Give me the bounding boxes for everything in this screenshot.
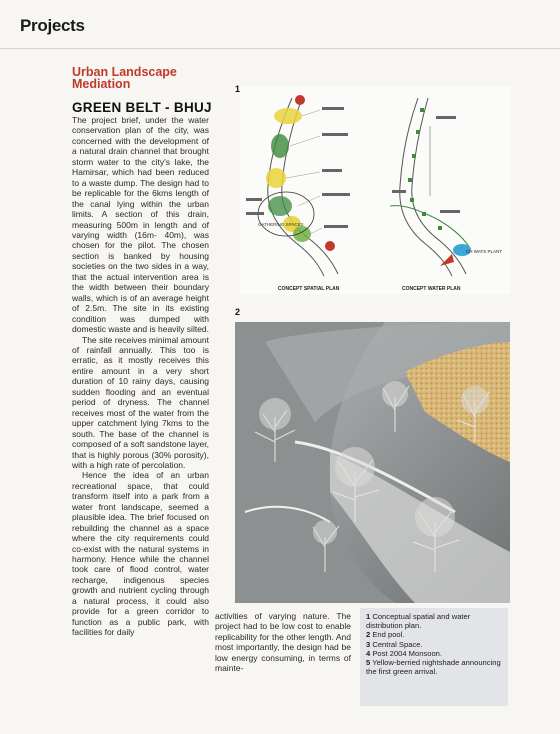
article-body-continuation: activities of varying nature. The project had to be low cost to enable replicability for the other length. And most importantly, the design had be low energy consuming, in terms of mainte- — [215, 611, 351, 674]
model-photo-illustration — [235, 322, 510, 603]
figure-1-number: 1 — [235, 84, 241, 94]
caption-item: 2 End pool. — [366, 630, 405, 640]
gathering-spaces-label: GATHERING SPACES — [258, 222, 304, 227]
caption-item: 1 Conceptual spatial and water distribution plan. — [366, 612, 471, 631]
section-header: Projects — [20, 16, 85, 35]
article-body-column — [72, 115, 209, 638]
article-kicker — [72, 66, 212, 90]
kicker-line-1: Urban Landscape — [72, 65, 177, 79]
figure-2-model-photo — [235, 322, 510, 603]
figure-captions — [360, 608, 508, 706]
concept-water-plan-label: CONCEPT WATER PLAN — [402, 286, 461, 292]
concept-plans-drawing — [240, 86, 510, 294]
article-title: GREEN BELT - BHUJ — [72, 100, 212, 115]
body-paragraph-3: Hence the idea of an urban recreational space, that could transform itself into a park from a water front landscape, seemed a plausible idea. The brief focused on rebuilding the channel as a space where the city requirements could co-exist with the natural systems in harmony. Hence while the channel took care of flood control, water recharge, indigenous species growth and nutrient cycling through a natural process, it could also provide for a green corridor to function as a public park, with facilities for daily — [72, 470, 209, 638]
kicker-line-2: Mediation — [72, 77, 131, 91]
caption-item: 3 Central Space. — [366, 639, 423, 649]
concept-spatial-plan-label: CONCEPT SPATIAL PLAN — [278, 286, 340, 292]
figure-2-number: 2 — [235, 307, 241, 317]
caption-item: 5 Yellow-berried nightshade announcing the first green arrival. — [366, 658, 501, 677]
body-paragraph-1: The project brief, under the water conservation plan of the city, was concerned with the development of a natural drain channel that brought storm water to the city's lake, the Hamirsar, which had been reduced to a waste dump. The design had to be replicable for the 6kms length of the canal lying within the urban limits. A section of this drain, measuring 500m in length and of varying width (16m- 40m), was chosen for the pilot. The chosen section is banked by housing societies on the two sides in a way, that the actual intervention area is the width between their boundary walls, which is of an average height of 2.5m. The site in its existing condition was dumped with domestic waste and is heavily silted. — [72, 115, 210, 335]
body-paragraph-2: The site receives minimal amount of rainfall annually. This too is erratic, as it mostly receives this entire amount in a very short duration of 10 rainy days, causing sudden flooding and an eventual period of dryness. The channel receives most of the water from the upper catchment lying 7kms to the south. The base of the channel is composed of a soft sandstone layer, that is highly porous (30% porosity), with a high rate of percolation. — [72, 334, 209, 470]
header-divider — [0, 48, 560, 49]
ch-wats-plant-label: CH WATS PLANT — [466, 249, 503, 254]
caption-item: 4 Post 2004 Monsoon. — [366, 648, 443, 658]
figure-1-concept-plans — [240, 86, 510, 294]
